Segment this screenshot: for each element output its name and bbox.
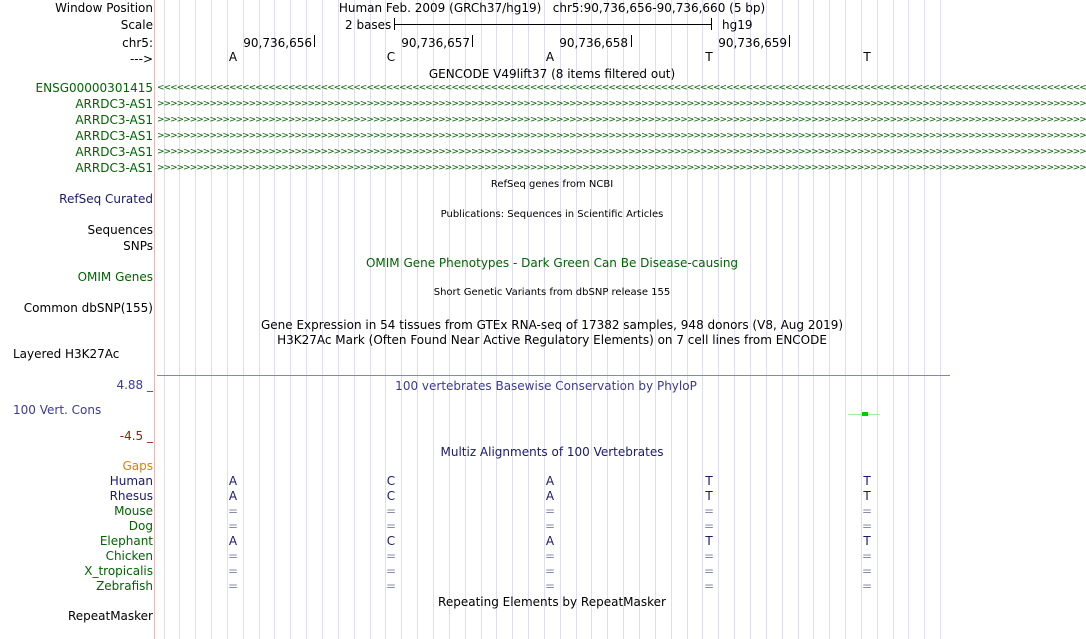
gencode-item-label[interactable]: ARRDC3-AS1 [75, 161, 153, 175]
alignment-base: = [544, 504, 556, 518]
h3k27ac-track-label[interactable]: Layered H3K27Ac [13, 347, 120, 361]
alignment-base: A [545, 534, 555, 548]
scale-text: 2 bases [345, 18, 392, 32]
gtex-track-title[interactable]: Gene Expression in 54 tissues from GTEx RNA-seq of 17382 samples, 948 donors (V8, Aug 2019) [260, 318, 844, 332]
alignment-base: A [228, 534, 238, 548]
alignment-base: = [544, 564, 556, 578]
refseq-track-label[interactable]: RefSeq Curated [59, 192, 153, 206]
gencode-item-feature[interactable]: >>>>>>>>>>>>>>>>>>>>>>>>>>>>>>>>>>>>>>>>>>>>>>>>>>>>>>>>>>>>>>>>>>>>>>>>>>>>>>>>>>>>>>>>>>>>>>>>>>>>>>>>>>>>>>>>>>>>>>>>>>>>>>>>>>>>>>>>>>>>>> [157, 163, 1086, 173]
alignment-base: = [544, 579, 556, 593]
alignment-base: = [703, 564, 715, 578]
alignment-base: T [705, 474, 713, 488]
ruler-position-2: 90,736,657 [401, 36, 470, 50]
dbsnp-track-title[interactable]: Short Genetic Variants from dbSNP release 155 [433, 287, 671, 298]
gencode-item-feature[interactable]: >>>>>>>>>>>>>>>>>>>>>>>>>>>>>>>>>>>>>>>>>>>>>>>>>>>>>>>>>>>>>>>>>>>>>>>>>>>>>>>>>>>>>>>>>>>>>>>>>>>>>>>>>>>>>>>>>>>>>>>>>>>>>>>>>>>>>>>>>>>>>> [157, 115, 1086, 125]
alignment-base: = [385, 564, 397, 578]
species-label: Zebrafish [96, 579, 153, 593]
alignment-base: = [385, 579, 397, 593]
grid-line [893, 0, 894, 639]
gencode-item-feature[interactable]: <<<<<<<<<<<<<<<<<<<<<<<<<<<<<<<<<<<<<<<<<<<<<<<<<<<<<<<<<<<<<<<<<<<<<<<<<<<<<<<<<<<<<<<<<<<<<<<<<<<<<<<<<<<<<<<<<<<<<<<<<<<<<<<<<<<<<<<<<<<<<< [157, 83, 1086, 93]
ruler-position-4: 90,736,659 [718, 36, 787, 50]
phylop-track-title[interactable]: 100 vertebrates Basewise Conservation by PhyloP [395, 379, 697, 393]
gencode-item-label[interactable]: ARRDC3-AS1 [75, 129, 153, 143]
species-label: Chicken [105, 549, 153, 563]
alignment-base: T [863, 534, 871, 548]
snps-track-label[interactable]: SNPs [123, 239, 153, 253]
alignment-base: = [385, 504, 397, 518]
ref-base-3: A [545, 50, 555, 64]
species-label: Rhesus [109, 489, 153, 503]
ruler-tick-2 [472, 35, 473, 47]
alignment-base: = [227, 564, 239, 578]
strand-label: ---> [129, 52, 153, 66]
ref-base-5: T [863, 50, 871, 64]
alignment-base: C [386, 534, 396, 548]
grid-line [877, 0, 878, 639]
scale-bar-end-tick [711, 18, 712, 30]
alignment-base: A [228, 474, 238, 488]
alignment-base: = [703, 579, 715, 593]
alignment-base: = [227, 579, 239, 593]
publications-track-title[interactable]: Publications: Sequences in Scientific Articles [440, 209, 664, 220]
gencode-track-title[interactable]: GENCODE V49lift37 (8 items filtered out) [428, 67, 676, 81]
phylop-max-value: 4.88 _ [116, 378, 153, 392]
scale-bar [394, 24, 712, 25]
alignment-base: = [227, 504, 239, 518]
grid-line [179, 0, 180, 639]
alignment-base: A [228, 489, 238, 503]
ref-base-4: T [705, 50, 713, 64]
alignment-base: = [227, 519, 239, 533]
ruler-tick-3 [631, 35, 632, 47]
grid-line [243, 0, 244, 639]
h3k27ac-track-title[interactable]: H3K27Ac Mark (Often Found Near Active Regulatory Elements) on 7 cell lines from ENCODE [277, 333, 827, 347]
alignment-base: = [544, 549, 556, 563]
phylop-min-value: -4.5 _ [119, 429, 153, 443]
alignment-base: T [705, 489, 713, 503]
alignment-base: = [861, 504, 873, 518]
alignment-base: T [863, 474, 871, 488]
gencode-item-feature[interactable]: >>>>>>>>>>>>>>>>>>>>>>>>>>>>>>>>>>>>>>>>>>>>>>>>>>>>>>>>>>>>>>>>>>>>>>>>>>>>>>>>>>>>>>>>>>>>>>>>>>>>>>>>>>>>>>>>>>>>>>>>>>>>>>>>>>>>>>>>>>>>>> [157, 147, 1086, 157]
alignment-base: C [386, 474, 396, 488]
refseq-track-title[interactable]: RefSeq genes from NCBI [490, 179, 614, 190]
scale-bar-start-tick [394, 18, 395, 30]
grid-line [195, 0, 196, 639]
gaps-label: Gaps [122, 459, 153, 473]
phylop-track-label[interactable]: 100 Vert. Cons [13, 403, 102, 417]
alignment-base: = [861, 564, 873, 578]
grid-line [924, 0, 925, 639]
repeatmasker-track-label[interactable]: RepeatMasker [67, 609, 153, 623]
alignment-base: = [544, 519, 556, 533]
alignment-base: C [386, 489, 396, 503]
alignment-base: A [545, 474, 555, 488]
grid-line [164, 0, 165, 639]
species-label: Elephant [99, 534, 153, 548]
ref-base-1: A [228, 50, 238, 64]
gencode-item-label[interactable]: ENSG00000301415 [35, 81, 153, 95]
alignment-base: = [703, 519, 715, 533]
alignment-base: = [861, 549, 873, 563]
window-position-value: Human Feb. 2009 (GRCh37/hg19) chr5:90,736,656-90,736,660 (5 bp) [338, 1, 766, 15]
species-label: X_tropicalis [84, 564, 153, 578]
ruler-tick-1 [314, 35, 315, 47]
phylop-conservation-bar [862, 412, 868, 416]
grid-line [211, 0, 212, 639]
phylop-top-axis-line [157, 375, 950, 376]
species-label: Dog [128, 519, 153, 533]
alignment-base: T [705, 534, 713, 548]
ruler-position-1: 90,736,656 [243, 36, 312, 50]
omim-track-label[interactable]: OMIM Genes [77, 270, 153, 284]
gencode-item-label[interactable]: ARRDC3-AS1 [75, 145, 153, 159]
chrom-label: chr5: [122, 36, 153, 50]
alignment-base: = [861, 519, 873, 533]
sequences-track-label[interactable]: Sequences [87, 223, 153, 237]
window-position-label: Window Position [55, 1, 153, 15]
species-label: Mouse [114, 504, 153, 518]
alignment-base: = [227, 549, 239, 563]
alignment-base: = [385, 519, 397, 533]
label-separator [154, 0, 155, 639]
dbsnp-track-label[interactable]: Common dbSNP(155) [23, 301, 153, 315]
repeatmasker-track-title[interactable]: Repeating Elements by RepeatMasker [438, 595, 666, 609]
gencode-item-feature[interactable]: >>>>>>>>>>>>>>>>>>>>>>>>>>>>>>>>>>>>>>>>>>>>>>>>>>>>>>>>>>>>>>>>>>>>>>>>>>>>>>>>>>>>>>>>>>>>>>>>>>>>>>>>>>>>>>>>>>>>>>>>>>>>>>>>>>>>>>>>>>>>>> [157, 99, 1086, 109]
gencode-item-label[interactable]: ARRDC3-AS1 [75, 113, 153, 127]
alignment-base: = [703, 549, 715, 563]
species-label: Human [109, 474, 153, 488]
ruler-position-3: 90,736,658 [559, 36, 628, 50]
grid-line [940, 0, 941, 639]
alignment-base: = [861, 579, 873, 593]
multiz-track-title[interactable]: Multiz Alignments of 100 Vertebrates [440, 445, 664, 459]
grid-line [259, 0, 260, 639]
alignment-base: A [545, 489, 555, 503]
ruler-tick-4 [789, 35, 790, 47]
grid-line [845, 0, 846, 639]
gencode-item-feature[interactable]: >>>>>>>>>>>>>>>>>>>>>>>>>>>>>>>>>>>>>>>>>>>>>>>>>>>>>>>>>>>>>>>>>>>>>>>>>>>>>>>>>>>>>>>>>>>>>>>>>>>>>>>>>>>>>>>>>>>>>>>>>>>>>>>>>>>>>>>>>>>>>> [157, 131, 1086, 141]
assembly-label: hg19 [722, 18, 753, 32]
alignment-base: T [863, 489, 871, 503]
alignment-base: = [703, 504, 715, 518]
ref-base-2: C [386, 50, 396, 64]
alignment-base: = [385, 549, 397, 563]
omim-track-title[interactable]: OMIM Gene Phenotypes - Dark Green Can Be Disease-causing [365, 256, 739, 270]
scale-label: Scale [120, 18, 153, 32]
grid-line [908, 0, 909, 639]
gencode-item-label[interactable]: ARRDC3-AS1 [75, 97, 153, 111]
